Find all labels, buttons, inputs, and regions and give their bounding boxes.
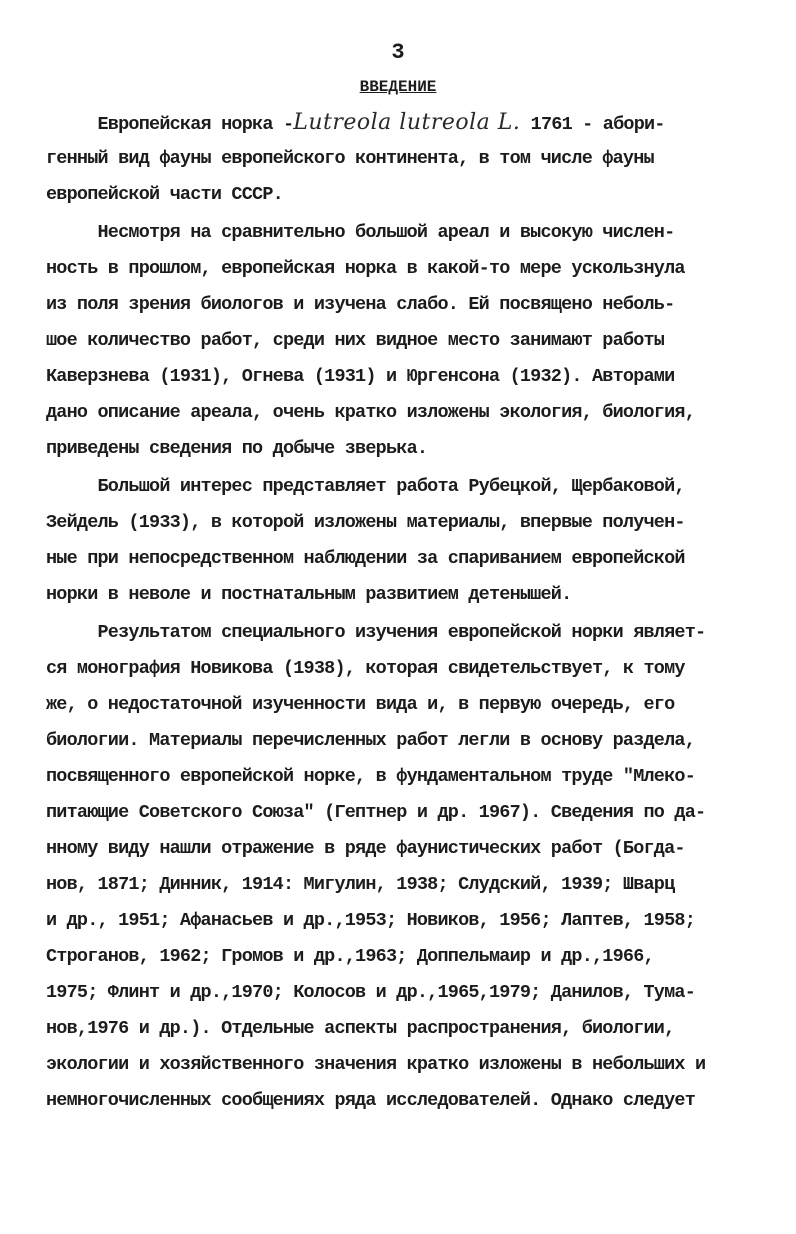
text-line: нов, 1871; Динник, 1914: Мигулин, 1938; Слудский, 1939; Шварц — [46, 874, 675, 895]
text-line: ся монография Новикова (1938), которая свидетельствует, к тому — [46, 658, 685, 679]
text-line — [46, 111, 665, 137]
page-number: 3 — [391, 40, 405, 65]
line-text: Европейская норка - — [46, 114, 294, 135]
text-line: ность в прошлом, европейская норка в какой-то мере ускользнула — [46, 258, 685, 279]
text-line: Зейдель (1933), в которой изложены материалы, впервые получен- — [46, 512, 685, 533]
text-line: 1975; Флинт и др.,1970; Колосов и др.,1965,1979; Данилов, Тума- — [46, 982, 696, 1003]
text-line: питающие Советского Союза" (Гептнер и др. 1967). Сведения по да- — [46, 802, 706, 823]
text-line: норки в неволе и постнатальным развитием детенышей. — [46, 584, 572, 605]
handwritten-latin-name: Lutreola lutreola L. — [293, 110, 521, 135]
text-line: европейской части СССР. — [46, 184, 283, 205]
text-line: дано описание ареала, очень кратко изложены экология, биология, — [46, 402, 696, 423]
text-line: Каверзнева (1931), Огнева (1931) и Юргенсона (1932). Авторами — [46, 366, 675, 387]
text-line: приведены сведения по добыче зверька. — [46, 438, 428, 459]
text-line: ные при непосредственном наблюдении за спариванием европейской — [46, 548, 685, 569]
text-line: немногочисленных сообщениях ряда исследователей. Однако следует — [46, 1090, 696, 1111]
text-line: и др., 1951; Афанасьев и др.,1953; Новиков, 1956; Лаптев, 1958; — [46, 910, 696, 931]
text-line: биологии. Материалы перечисленных работ легли в основу раздела, — [46, 730, 696, 751]
text-line: экологии и хозяйственного значения кратко изложены в небольших и — [46, 1054, 706, 1075]
text-line: Несмотря на сравнительно большой ареал и высокую числен- — [46, 222, 675, 243]
text-line: из поля зрения биологов и изучена слабо. Ей посвящено неболь- — [46, 294, 675, 315]
text-line: нов,1976 и др.). Отдельные аспекты распространения, биологии, — [46, 1018, 675, 1039]
text-line: Строганов, 1962; Громов и др.,1963; Доппельмаир и др.,1966, — [46, 946, 654, 967]
line-text: 1761 - абори- — [520, 114, 665, 135]
text-line: нному виду нашли отражение в ряде фаунистических работ (Богда- — [46, 838, 685, 859]
text-line: же, о недостаточной изученности вида и, в первую очередь, его — [46, 694, 675, 715]
text-line: посвященного европейской норке, в фундаментальном труде "Млеко- — [46, 766, 696, 787]
text-line: генный вид фауны европейского континента, в том числе фауны — [46, 148, 654, 169]
section-heading: ВВЕДЕНИЕ — [359, 78, 437, 96]
text-line: Результатом специального изучения европейской норки являет- — [46, 622, 706, 643]
text-line: шое количество работ, среди них видное место занимают работы — [46, 330, 665, 351]
text-line: Большой интерес представляет работа Рубецкой, Щербаковой, — [46, 476, 685, 497]
